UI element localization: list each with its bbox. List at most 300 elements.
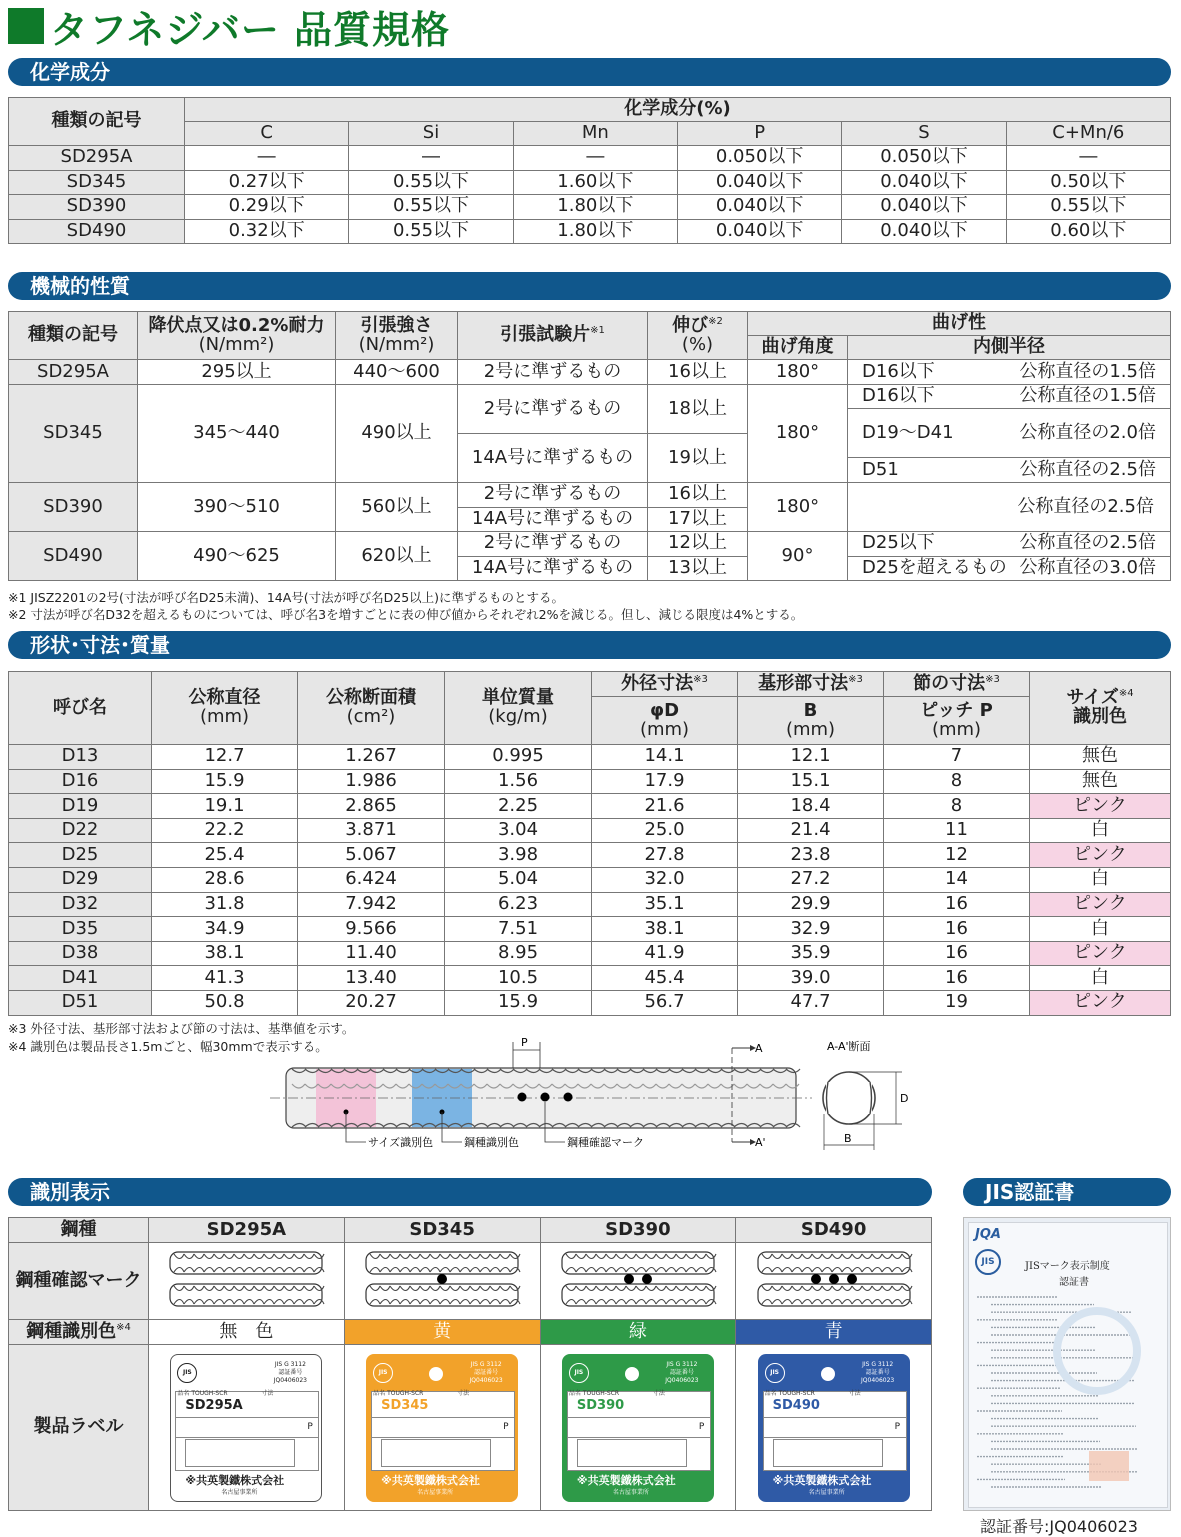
dim-p-label: P: [521, 1036, 528, 1049]
dims-cell-base: 21.4: [738, 818, 884, 843]
mech-cell-elong: 18以上: [648, 385, 748, 434]
product-label-cell: [149, 1345, 345, 1511]
chem-cell: 1.60以下: [513, 170, 677, 195]
dims-cell-mass: 10.5: [445, 966, 592, 991]
dims-cell-base: 23.8: [738, 843, 884, 868]
product-label: [562, 1354, 714, 1502]
chem-cell: 0.55以下: [349, 195, 513, 220]
grade-mark-dot: [811, 1274, 821, 1284]
jis-icon: JIS: [177, 1363, 197, 1383]
radius-size: D25を超えるもの: [862, 556, 1007, 578]
ident-grade-0: SD295A: [149, 1218, 345, 1243]
ident-header-mark: 鋼種確認マーク: [9, 1243, 149, 1320]
page-title: タフネジバー 品質規格: [8, 2, 450, 50]
mech-row-name: SD345: [9, 385, 138, 483]
table-row: [9, 990, 1171, 1015]
label-grade: SD295A: [185, 1397, 243, 1413]
dims-row-name: D19: [9, 794, 152, 819]
radius-value: 公称直径の2.5倍: [1019, 532, 1156, 554]
table-row: [9, 892, 1171, 917]
label-company: ※共英製鐵株式会社: [185, 1473, 285, 1487]
section-header-dimensions: 形状･寸法･質量: [8, 631, 1171, 659]
label-p: P: [698, 1421, 705, 1432]
dims-cell-pitch: 7: [884, 745, 1030, 770]
dims-cell-dia: 19.1: [152, 794, 298, 819]
dims-cell-mass: 0.995: [445, 745, 592, 770]
dims-row-name: D41: [9, 966, 152, 991]
mech-note-2: ※2 寸法が呼び名D32を超えるものについては、呼び名3を増すごとに表の伸び値からそれぞれ2%を減じる。但し、減じる限度は4%とする。: [8, 607, 804, 622]
mech-note-1: ※1 JISZ2201の2号(寸法が呼び名D25未満)、14A号(寸法が呼び名D25以上)に準ずるものとする。: [8, 590, 565, 605]
chem-cell: 0.040以下: [677, 219, 841, 244]
dims-header-rib: [884, 672, 1030, 697]
chem-cell: 0.27以下: [185, 170, 349, 195]
mech-header-yield-label: 降伏点又は0.2%耐力: [148, 314, 325, 336]
dim-d-label: D: [900, 1092, 909, 1105]
dims-cell-dia: 15.9: [152, 769, 298, 794]
section-header-chemical: 化学成分: [8, 58, 1171, 86]
grade-mark-dot: [518, 1093, 527, 1102]
chem-cell: 0.040以下: [842, 170, 1006, 195]
jis-icon: JIS: [373, 1363, 393, 1383]
radius-size: D16以下: [862, 385, 935, 407]
footnote-ref: ※3: [693, 673, 708, 685]
dims-cell-outer: 32.0: [592, 867, 738, 892]
chem-cell: 0.050以下: [677, 146, 841, 171]
mech-cell-yield: 490～625: [138, 532, 336, 581]
mech-cell-yield: 345～440: [138, 385, 336, 483]
dims-header-area-unit: (cm²): [346, 706, 396, 727]
product-label: [170, 1354, 322, 1502]
dims-cell-area: 1.986: [298, 769, 445, 794]
chem-cell: 0.55以下: [349, 170, 513, 195]
table-row: [9, 867, 1171, 892]
product-label-cell: [540, 1345, 736, 1511]
mech-header-yield: [138, 312, 336, 360]
ident-mark-cell: [736, 1243, 932, 1320]
grade-mark-dot: [847, 1274, 857, 1284]
mech-header-type: 種類の記号: [9, 312, 138, 360]
label-field-name: 品名 TOUGH-SCR: [764, 1389, 815, 1397]
label-dot: [625, 1367, 639, 1381]
table-row: [9, 532, 1171, 557]
label-field-name: 品名 TOUGH-SCR: [177, 1389, 228, 1397]
mech-cell-elong: 19以上: [648, 434, 748, 483]
ident-mark-cell: [540, 1243, 736, 1320]
mech-header-tensile-unit: (N/mm²): [358, 333, 435, 355]
dims-cell-dia: 38.1: [152, 941, 298, 966]
dims-cell-color: ピンク: [1030, 990, 1171, 1015]
ident-header-grade: 鋼種: [9, 1218, 149, 1243]
grade-mark-rebar: [362, 1246, 522, 1312]
callout-grade-color: 鋼種識別色: [464, 1136, 519, 1149]
cert-number: 認証番号:JQ0406023: [980, 1517, 1138, 1536]
dims-cell-color: 無色: [1030, 769, 1171, 794]
chem-cell: 0.55以下: [349, 219, 513, 244]
dims-cell-pitch: 16: [884, 941, 1030, 966]
label-field-name: 品名 TOUGH-SCR: [568, 1389, 620, 1397]
mech-header-bend: 曲げ性: [748, 312, 1171, 336]
radius-size: D19～D41: [862, 421, 954, 443]
label-field-dim: 寸法: [261, 1389, 274, 1397]
cross-section: [823, 1072, 875, 1124]
mech-header-specimen: [458, 312, 648, 360]
jis-icon: JIS: [765, 1363, 785, 1383]
dims-header-rib-sub: [884, 697, 1030, 745]
label-jis-block: JIS G 3112 認証番号 JQ0406023: [273, 1360, 307, 1384]
dims-cell-dia: 41.3: [152, 966, 298, 991]
grade-mark-rebar: [754, 1246, 914, 1312]
jis-icon: JIS: [569, 1363, 589, 1383]
table-row: [9, 385, 1171, 409]
grade-mark-dot: [437, 1274, 447, 1284]
dims-cell-base: 18.4: [738, 794, 884, 819]
footnote-ref: ※1: [590, 325, 605, 337]
dims-row-name: D32: [9, 892, 152, 917]
label-company: ※共英製鐵株式会社: [381, 1473, 480, 1487]
dims-cell-pitch: 8: [884, 794, 1030, 819]
grade-mark-dot: [564, 1093, 573, 1102]
dims-cell-base: 32.9: [738, 917, 884, 942]
dims-row-name: D38: [9, 941, 152, 966]
dims-row-name: D13: [9, 745, 152, 770]
mech-cell-radius: [848, 483, 1171, 532]
chem-cell: 0.32以下: [185, 219, 349, 244]
section-title: A-A'断面: [827, 1040, 871, 1053]
chem-cell: ―: [185, 146, 349, 171]
dims-row-name: D51: [9, 990, 152, 1015]
mech-header-yield-unit: (N/mm²): [198, 333, 275, 355]
footnote-ref: ※4: [1118, 688, 1134, 700]
chem-col-s: S: [842, 122, 1006, 146]
dims-header-dia: [152, 672, 298, 745]
dims-cell-outer: 27.8: [592, 843, 738, 868]
mech-cell-angle: 180°: [748, 483, 848, 532]
dims-cell-pitch: 8: [884, 769, 1030, 794]
dims-cell-area: 11.40: [298, 941, 445, 966]
label-company: ※共英製鐵株式会社: [576, 1473, 676, 1487]
dims-header-base: [738, 672, 884, 697]
mech-header-elong-label: 伸び: [672, 314, 709, 336]
radius-size: D16以下: [862, 360, 935, 382]
dims-cell-area: 9.566: [298, 917, 445, 942]
label-jis-block: JIS G 3112 認証番号 JQ0406023: [861, 1360, 895, 1384]
dims-row-name: D35: [9, 917, 152, 942]
ident-mark-cell: [149, 1243, 345, 1320]
chem-header-group: 化学成分(%): [185, 98, 1171, 122]
ident-grade-1: SD345: [344, 1218, 540, 1243]
grade-mark-rebar: [166, 1246, 326, 1312]
product-label: [758, 1354, 910, 1502]
dims-header-name: 呼び名: [9, 672, 152, 745]
dims-cell-mass: 2.25: [445, 794, 592, 819]
dims-header-outer-symbol: φD: [649, 699, 680, 721]
product-label-cell: [736, 1345, 932, 1511]
cert-seal: [1089, 1451, 1129, 1481]
dims-cell-base: 35.9: [738, 941, 884, 966]
table-row: [9, 818, 1171, 843]
radius-value: 公称直径の3.0倍: [1019, 556, 1156, 578]
section-a2-label: A': [755, 1136, 766, 1149]
section-header-identification: 識別表示: [8, 1178, 932, 1206]
dims-cell-mass: 5.04: [445, 867, 592, 892]
label-plant: 名古屋事業所: [221, 1488, 258, 1496]
dims-cell-color: 白: [1030, 917, 1171, 942]
ident-color-cell: 黄: [344, 1320, 540, 1345]
grade-mark-dot: [642, 1274, 652, 1284]
dims-cell-dia: 12.7: [152, 745, 298, 770]
title-square-icon: [8, 8, 44, 44]
dims-cell-color: 無色: [1030, 745, 1171, 770]
label-field-dim: 寸法: [457, 1389, 470, 1397]
dims-header-dia-unit: (mm): [199, 706, 250, 727]
mech-cell-spec: 14A号に準ずるもの: [458, 434, 648, 483]
ident-header-color-label: 鋼種識別色: [26, 1320, 117, 1342]
radius-value: 公称直径の1.5倍: [1019, 385, 1156, 407]
dim-b-label: B: [844, 1132, 852, 1145]
dims-note-3: ※3 外径寸法、基形部寸法および節の寸法は、基準値を示す。: [8, 1021, 355, 1036]
table-row: [9, 219, 1171, 244]
dims-cell-area: 6.424: [298, 867, 445, 892]
dims-row-name: D16: [9, 769, 152, 794]
radius-value: 公称直径の2.5倍: [1017, 495, 1154, 517]
ident-grade-2: SD390: [540, 1218, 736, 1243]
dims-cell-outer: 25.0: [592, 818, 738, 843]
ident-color-cell: 無 色: [149, 1320, 345, 1345]
dims-cell-color: ピンク: [1030, 941, 1171, 966]
dims-cell-color: 白: [1030, 818, 1171, 843]
dims-cell-outer: 14.1: [592, 745, 738, 770]
dims-cell-pitch: 12: [884, 843, 1030, 868]
mechanical-properties-table: [8, 311, 1171, 581]
dims-cell-mass: 3.04: [445, 818, 592, 843]
dims-cell-dia: 31.8: [152, 892, 298, 917]
radius-value: 公称直径の2.5倍: [1019, 458, 1156, 480]
dims-cell-color: ピンク: [1030, 892, 1171, 917]
footnote-ref: ※2: [708, 315, 723, 327]
label-plant: 名古屋事業所: [417, 1488, 454, 1496]
section-a-label: A: [755, 1042, 763, 1055]
mech-header-specimen-label: 引張試験片: [500, 324, 591, 346]
mech-row-name: SD490: [9, 532, 138, 581]
chem-header-type: 種類の記号: [9, 98, 185, 146]
chem-cell: 0.050以下: [842, 146, 1006, 171]
cert-doc-title: JISマーク表示制度: [1025, 1261, 1110, 1272]
jis-certificate-image: [963, 1217, 1171, 1511]
chem-col-p: P: [677, 122, 841, 146]
mech-cell-radius: [848, 409, 1171, 458]
dims-header-area: [298, 672, 445, 745]
dims-cell-outer: 45.4: [592, 966, 738, 991]
dims-cell-mass: 3.98: [445, 843, 592, 868]
footnote-ref: ※4: [116, 1321, 131, 1333]
dims-cell-base: 39.0: [738, 966, 884, 991]
dims-header-outer: [592, 672, 738, 697]
chem-cell: 0.29以下: [185, 195, 349, 220]
chem-cell: 1.80以下: [513, 219, 677, 244]
mech-cell-radius: [848, 360, 1171, 385]
chemical-composition-table: [8, 97, 1171, 244]
label-grade: SD490: [772, 1397, 820, 1413]
dimensions-table: [8, 671, 1171, 1016]
mech-cell-tensile: 490以上: [336, 385, 458, 483]
footnote-ref: ※3: [985, 673, 1000, 685]
chem-cell: 0.50以下: [1006, 170, 1170, 195]
mech-cell-elong: 12以上: [648, 532, 748, 557]
label-grade: SD390: [576, 1397, 625, 1413]
label-plant: 名古屋事業所: [808, 1488, 845, 1496]
dims-cell-base: 47.7: [738, 990, 884, 1015]
dims-header-mass: [445, 672, 592, 745]
chem-row-name: SD490: [9, 219, 185, 244]
product-label: [366, 1354, 518, 1502]
rebar-diagram: [262, 1032, 922, 1154]
dims-cell-color: ピンク: [1030, 794, 1171, 819]
identification-table: [8, 1217, 932, 1511]
mech-header-tensile-label: 引張強さ: [360, 314, 433, 336]
radius-size: D25以下: [862, 532, 935, 554]
dims-cell-dia: 22.2: [152, 818, 298, 843]
label-dot: [821, 1367, 835, 1381]
dims-cell-dia: 25.4: [152, 843, 298, 868]
mech-cell-angle: 180°: [748, 385, 848, 483]
dims-header-rib-label: 節の寸法: [913, 672, 986, 694]
radius-value: 公称直径の2.0倍: [1019, 421, 1156, 443]
chem-row-name: SD345: [9, 170, 185, 195]
label-dot: [429, 1367, 443, 1381]
dims-cell-base: 27.2: [738, 867, 884, 892]
dims-cell-area: 20.27: [298, 990, 445, 1015]
jqa-logo: JQA: [975, 1227, 1001, 1242]
mech-cell-spec: 14A号に準ずるもの: [458, 556, 648, 581]
dims-header-base-sub: [738, 697, 884, 745]
dims-cell-area: 1.267: [298, 745, 445, 770]
label-company: ※共英製鐵株式会社: [772, 1473, 872, 1487]
mech-cell-elong: 16以上: [648, 483, 748, 508]
section-header-mechanical: 機械的性質: [8, 272, 1171, 300]
chem-col-si: Si: [349, 122, 513, 146]
dims-header-base-symbol: B: [803, 699, 818, 721]
chem-cell: ―: [1006, 146, 1170, 171]
dims-cell-mass: 15.9: [445, 990, 592, 1015]
dims-cell-dia: 34.9: [152, 917, 298, 942]
cert-doc-subtitle: 認証書: [1059, 1277, 1089, 1288]
label-p: P: [503, 1421, 509, 1432]
mech-cell-spec: 2号に準ずるもの: [458, 385, 648, 434]
mech-cell-angle: 90°: [748, 532, 848, 581]
chem-cell: ―: [513, 146, 677, 171]
dims-cell-mass: 7.51: [445, 917, 592, 942]
table-row: [9, 941, 1171, 966]
chem-cell: 1.80以下: [513, 195, 677, 220]
label-p: P: [307, 1421, 313, 1432]
label-jis-block: JIS G 3112 認証番号 JQ0406023: [469, 1360, 503, 1384]
grade-mark-rebar: [558, 1246, 718, 1312]
dims-header-outer-unit: (mm): [639, 718, 690, 740]
table-row: [9, 745, 1171, 770]
dims-header-dia-label: 公称直径: [188, 687, 261, 709]
dims-cell-outer: 56.7: [592, 990, 738, 1015]
ident-header-label: 製品ラベル: [9, 1345, 149, 1511]
dims-header-mass-label: 単位質量: [482, 687, 554, 709]
mech-cell-elong: 17以上: [648, 507, 748, 532]
grade-mark-dot: [829, 1274, 839, 1284]
footnote-ref: ※3: [848, 673, 863, 685]
mech-cell-elong: 16以上: [648, 360, 748, 385]
callout-grade-mark: 鋼種確認マーク: [567, 1136, 644, 1149]
table-row: [9, 794, 1171, 819]
mech-row-name: SD390: [9, 483, 138, 532]
mech-cell-spec: 14A号に準ずるもの: [458, 507, 648, 532]
dims-row-name: D29: [9, 867, 152, 892]
dims-row-name: D25: [9, 843, 152, 868]
dims-cell-dia: 28.6: [152, 867, 298, 892]
mech-header-elong: [648, 312, 748, 360]
jis-logo: JIS: [975, 1249, 1001, 1275]
chem-row-name: SD295A: [9, 146, 185, 171]
chem-row-name: SD390: [9, 195, 185, 220]
dims-cell-base: 12.1: [738, 745, 884, 770]
chem-cell: 0.55以下: [1006, 195, 1170, 220]
dims-header-outer-label: 外径寸法: [621, 672, 694, 694]
chem-cell: 0.040以下: [842, 195, 1006, 220]
mech-cell-radius: [848, 532, 1171, 557]
rebar-body: [270, 1068, 812, 1128]
mech-cell-yield: 295以上: [138, 360, 336, 385]
dims-cell-area: 5.067: [298, 843, 445, 868]
dims-header-rib-unit: (mm): [931, 718, 982, 740]
dims-header-area-label: 公称断面積: [326, 687, 416, 709]
mech-cell-tensile: 560以上: [336, 483, 458, 532]
dims-header-size-label2: 識別色: [1073, 706, 1127, 727]
mech-row-name: SD295A: [9, 360, 138, 385]
table-row: [9, 170, 1171, 195]
dims-note-4: ※4 識別色は製品長さ1.5mごと、幅30mmで表示する。: [8, 1039, 328, 1054]
dims-cell-outer: 35.1: [592, 892, 738, 917]
dims-cell-pitch: 16: [884, 966, 1030, 991]
dims-cell-mass: 8.95: [445, 941, 592, 966]
dims-cell-outer: 41.9: [592, 941, 738, 966]
table-row: [9, 843, 1171, 868]
dims-cell-area: 2.865: [298, 794, 445, 819]
mech-cell-spec: 2号に準ずるもの: [458, 360, 648, 385]
product-label-cell: [344, 1345, 540, 1511]
mech-cell-angle: 180°: [748, 360, 848, 385]
grade-mark-dot: [624, 1274, 634, 1284]
mech-cell-tensile: 620以上: [336, 532, 458, 581]
dims-cell-outer: 38.1: [592, 917, 738, 942]
cert-body-lines: [977, 1291, 1163, 1501]
table-row: [9, 769, 1171, 794]
dims-cell-color: ピンク: [1030, 843, 1171, 868]
radius-size: D51: [862, 458, 899, 480]
table-row: [9, 917, 1171, 942]
dims-cell-mass: 1.56: [445, 769, 592, 794]
dims-cell-dia: 50.8: [152, 990, 298, 1015]
chem-cell: 0.040以下: [842, 219, 1006, 244]
dims-cell-outer: 21.6: [592, 794, 738, 819]
label-field-dim: 寸法: [848, 1389, 861, 1397]
dims-cell-pitch: 19: [884, 990, 1030, 1015]
chem-col-mn: Mn: [513, 122, 677, 146]
section-header-jis: JIS認証書: [963, 1178, 1171, 1206]
dims-cell-area: 3.871: [298, 818, 445, 843]
dims-cell-color: 白: [1030, 966, 1171, 991]
dims-cell-pitch: 11: [884, 818, 1030, 843]
label-plant: 名古屋事業所: [612, 1488, 649, 1496]
table-row: [9, 966, 1171, 991]
mech-cell-radius: [848, 385, 1171, 409]
chem-cell: ―: [349, 146, 513, 171]
